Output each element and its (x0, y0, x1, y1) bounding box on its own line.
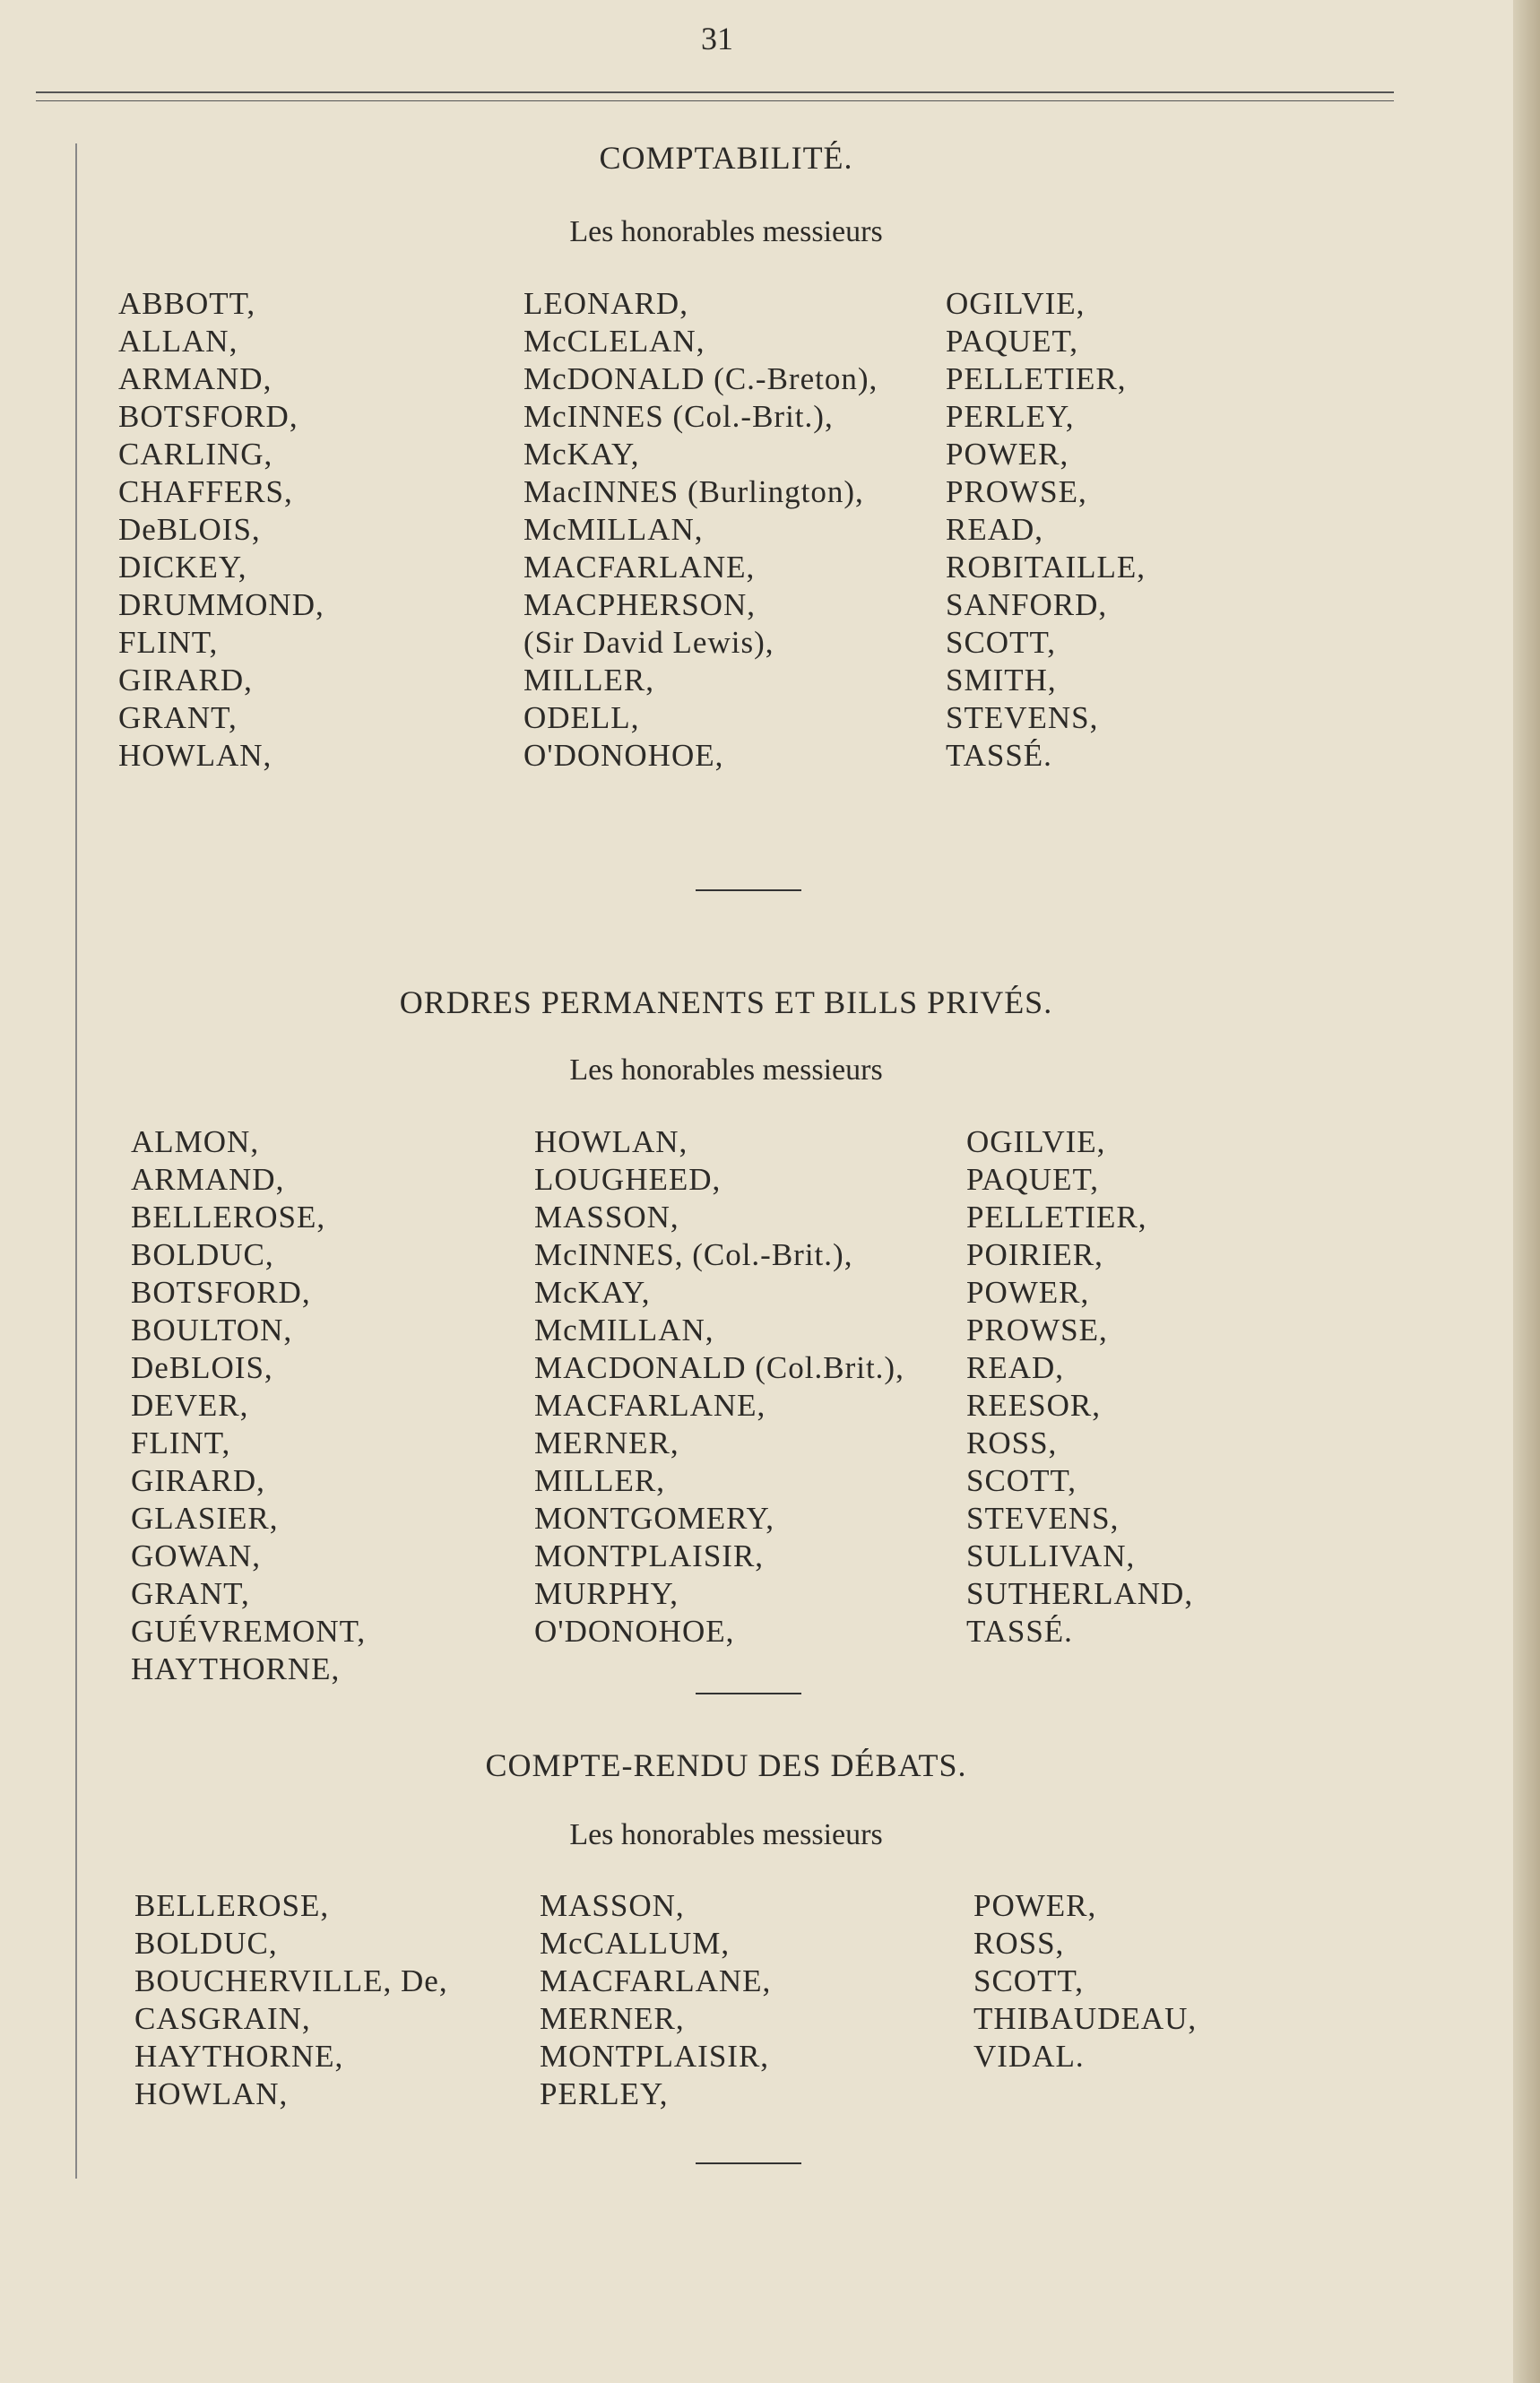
member-name: OGILVIE, (946, 286, 1086, 321)
section-3-column-1 (134, 1887, 448, 2113)
member-name: LOUGHEED, (534, 1162, 722, 1197)
member-name: STEVENS, (946, 700, 1099, 735)
member-name: PROWSE, (966, 1313, 1108, 1347)
member-name: BOLDUC, (134, 1926, 278, 1961)
member-name: MILLER, (534, 1463, 666, 1498)
section-1-column-1 (118, 285, 324, 775)
member-name: McCLELAN, (523, 324, 705, 359)
member-name: BOULTON, (131, 1313, 293, 1347)
member-name: POWER, (973, 1888, 1097, 1923)
member-name: ALMON, (131, 1124, 260, 1159)
member-name: PAQUET, (946, 324, 1078, 359)
member-name: GRANT, (118, 700, 238, 735)
section-2-column-1 (131, 1123, 366, 1688)
member-name: READ, (946, 512, 1044, 547)
member-name: GRANT, (131, 1576, 250, 1611)
member-name: FLINT, (118, 625, 219, 660)
member-name: McINNES, (Col.-Brit.), (534, 1237, 853, 1272)
member-name: MERNER, (540, 2001, 685, 2036)
member-name: ODELL, (523, 700, 640, 735)
section-3-column-2 (540, 1887, 771, 2113)
member-name: CHAFFERS, (118, 474, 293, 509)
member-name: DeBLOIS, (131, 1350, 273, 1385)
section-3-column-3 (973, 1887, 1197, 2075)
member-name: HOWLAN, (118, 738, 273, 773)
member-name: SULLIVAN, (966, 1538, 1136, 1573)
member-name: ARMAND, (131, 1162, 285, 1197)
member-name: DEVER, (131, 1388, 249, 1423)
member-name: MACDONALD (Col.Brit.), (534, 1350, 904, 1385)
section-subtitle-comptabilite: Les honorables messieurs (569, 215, 883, 248)
member-name: SMITH, (946, 663, 1057, 698)
member-name: McINNES (Col.-Brit.), (523, 399, 834, 434)
member-name: TASSÉ. (966, 1614, 1073, 1649)
section-separator (696, 2162, 801, 2164)
member-name: McKAY, (534, 1275, 651, 1310)
member-name: CARLING, (118, 437, 273, 472)
member-name: REESOR, (966, 1388, 1101, 1423)
section-title-compte-rendu: COMPTE-RENDU DES DÉBATS. (485, 1747, 967, 1783)
member-name: PERLEY, (540, 2076, 669, 2111)
member-name: ROBITAILLE, (946, 550, 1146, 585)
member-name: McDONALD (C.-Breton), (523, 361, 878, 396)
member-name: MURPHY, (534, 1576, 679, 1611)
member-name: BOUCHERVILLE, De, (134, 1963, 448, 1998)
section-title-ordres-permanents: ORDRES PERMANENTS ET BILLS PRIVÉS. (399, 984, 1053, 1020)
member-name: McKAY, (523, 437, 640, 472)
member-name: CASGRAIN, (134, 2001, 311, 2036)
member-name: POWER, (946, 437, 1069, 472)
member-name: PROWSE, (946, 474, 1087, 509)
section-subtitle-ordres-permanents: Les honorables messieurs (569, 1053, 883, 1087)
member-name: BOTSFORD, (131, 1275, 311, 1310)
section-separator (696, 1693, 801, 1694)
member-name: OGILVIE, (966, 1124, 1106, 1159)
member-name: O'DONOHOE, (534, 1614, 735, 1649)
member-name: PERLEY, (946, 399, 1075, 434)
member-name: MACPHERSON, (523, 587, 756, 622)
member-name: MILLER, (523, 663, 655, 698)
member-name: BELLEROSE, (134, 1888, 330, 1923)
margin-line (75, 143, 77, 2179)
member-name: MERNER, (534, 1425, 679, 1460)
member-name: POIRIER, (966, 1237, 1103, 1272)
member-name: MACFARLANE, (534, 1388, 766, 1423)
page-edge (1513, 0, 1540, 2383)
member-name: GOWAN, (131, 1538, 262, 1573)
member-name: DRUMMOND, (118, 587, 324, 622)
header-rule-thin (36, 100, 1394, 101)
member-name: PAQUET, (966, 1162, 1099, 1197)
member-name: McMILLAN, (534, 1313, 714, 1347)
member-name: GIRARD, (131, 1463, 265, 1498)
member-name: MONTPLAISIR, (534, 1538, 765, 1573)
section-2-column-2 (534, 1123, 904, 1651)
member-name: ROSS, (973, 1926, 1065, 1961)
member-name: ARMAND, (118, 361, 273, 396)
member-name: ALLAN, (118, 324, 238, 359)
header-rule (36, 91, 1394, 93)
section-1-column-2 (523, 285, 878, 775)
member-name: SCOTT, (966, 1463, 1077, 1498)
member-name: POWER, (966, 1275, 1090, 1310)
page-number: 31 (701, 21, 733, 56)
member-name: TASSÉ. (946, 738, 1052, 773)
member-name: HAYTHORNE, (131, 1651, 341, 1686)
member-name: HAYTHORNE, (134, 2039, 344, 2074)
member-name: GIRARD, (118, 663, 253, 698)
member-name: MacINNES (Burlington), (523, 474, 864, 509)
member-name: ABBOTT, (118, 286, 256, 321)
member-name: DICKEY, (118, 550, 247, 585)
section-2-column-3 (966, 1123, 1193, 1651)
section-1-column-3 (946, 285, 1146, 775)
member-name: GUÉVREMONT, (131, 1614, 367, 1649)
member-name: LEONARD, (523, 286, 688, 321)
member-name: SCOTT, (946, 625, 1056, 660)
member-name: SANFORD, (946, 587, 1108, 622)
member-name: McMILLAN, (523, 512, 704, 547)
member-name: MACFARLANE, (540, 1963, 772, 1998)
member-name: HOWLAN, (134, 2076, 289, 2111)
member-name: O'DONOHOE, (523, 738, 724, 773)
member-name: GLASIER, (131, 1501, 279, 1536)
member-name: SCOTT, (973, 1963, 1084, 1998)
member-name: BOLDUC, (131, 1237, 274, 1272)
member-name: (Sir David Lewis), (523, 625, 774, 660)
member-name: THIBAUDEAU, (973, 2001, 1198, 2036)
section-subtitle-compte-rendu: Les honorables messieurs (569, 1818, 883, 1851)
member-name: MONTGOMERY, (534, 1501, 775, 1536)
member-name: SUTHERLAND, (966, 1576, 1194, 1611)
member-name: MACFARLANE, (523, 550, 756, 585)
member-name: MASSON, (534, 1200, 679, 1235)
section-title-comptabilite: COMPTABILITÉ. (599, 140, 853, 176)
member-name: PELLETIER, (946, 361, 1127, 396)
member-name: PELLETIER, (966, 1200, 1147, 1235)
member-name: MASSON, (540, 1888, 685, 1923)
member-name: BELLEROSE, (131, 1200, 326, 1235)
section-separator (696, 889, 801, 891)
member-name: VIDAL. (973, 2039, 1085, 2074)
member-name: READ, (966, 1350, 1065, 1385)
member-name: STEVENS, (966, 1501, 1120, 1536)
member-name: DeBLOIS, (118, 512, 261, 547)
member-name: BOTSFORD, (118, 399, 298, 434)
member-name: ROSS, (966, 1425, 1058, 1460)
member-name: FLINT, (131, 1425, 231, 1460)
member-name: MONTPLAISIR, (540, 2039, 770, 2074)
member-name: HOWLAN, (534, 1124, 688, 1159)
member-name: McCALLUM, (540, 1926, 731, 1961)
